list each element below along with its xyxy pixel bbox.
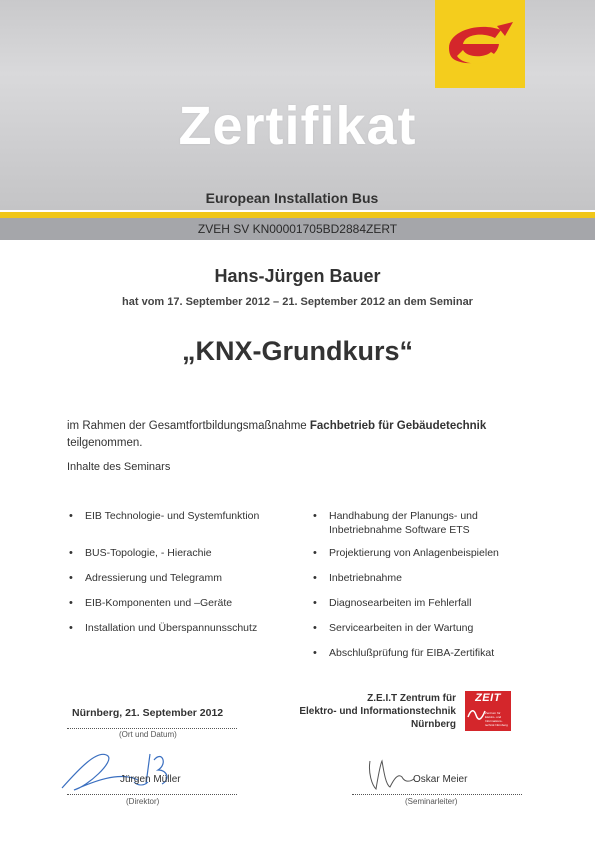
bullet-icon: • <box>69 597 73 609</box>
director-caption: (Direktor) <box>126 797 160 806</box>
framework-prefix: im Rahmen der Gesamtfortbildungsmaßnahme <box>67 420 310 432</box>
certificate-code-text: ZVEH SV KN00001705BD2884ZERT <box>197 222 398 236</box>
bullet-icon: • <box>69 622 73 634</box>
seminar-leader-signature-line <box>352 794 522 795</box>
list-item-label: BUS-Topologie, - Hierachie <box>85 547 212 559</box>
list-item-label: Adressierung und Telegramm <box>85 572 222 584</box>
bullet-icon: • <box>313 572 317 584</box>
institution-line: Z.E.I.T Zentrum für <box>367 693 456 704</box>
list-item-label: Diagnosearbeiten im Fehlerfall <box>329 597 472 609</box>
certificate-code <box>0 222 595 236</box>
participant-name: Hans-Jürgen Bauer <box>214 266 381 286</box>
list-item-label: EIB Technologie- und Systemfunktion <box>85 510 260 522</box>
list-item <box>313 571 402 585</box>
list-item <box>69 621 258 635</box>
list-item <box>313 596 472 610</box>
e-mark-icon <box>441 16 519 74</box>
director-name: Jürgen Müller <box>120 774 181 785</box>
list-item-label: EIB-Komponenten und –Geräte <box>85 597 233 609</box>
place-date: Nürnberg, 21. September 2012 <box>72 707 224 719</box>
certificate-title: Zertifikat <box>178 96 417 156</box>
zeit-logo-small-text: Zentrum für Elektro- und Informations- technik Nürnberg <box>485 711 508 727</box>
e-mark-logo <box>435 0 525 88</box>
list-item <box>313 546 499 560</box>
course-title: „KNX-Grundkurs“ <box>181 336 414 366</box>
list-item-label: Handhabung der Planungs- und Inbetriebnahme Software ETS <box>329 510 478 536</box>
institution-name <box>292 692 456 731</box>
framework-suffix: teilgenommen. <box>67 437 143 449</box>
institution-line: Elektro- und Informationstechnik <box>299 706 456 717</box>
list-item-label: Servicearbeiten in der Wartung <box>329 622 474 634</box>
bullet-icon: • <box>313 622 317 634</box>
list-item <box>69 571 222 585</box>
attendance-line: hat vom 17. September 2012 – 21. September 2012 an dem Seminar <box>122 296 473 308</box>
institution-line: Nürnberg <box>411 719 456 730</box>
list-item <box>69 596 233 610</box>
zeit-wave-icon <box>467 707 487 723</box>
subtitle-text: European Installation Bus <box>205 190 379 206</box>
framework-program: Fachbetrieb für Gebäudetechnik <box>309 420 487 432</box>
director-signature-line <box>67 794 237 795</box>
seminar-leader-name: Oskar Meier <box>413 774 468 785</box>
zeit-logo-text: ZEIT <box>475 692 501 704</box>
framework-text <box>67 418 537 452</box>
place-date-line <box>67 728 237 729</box>
bullet-icon: • <box>313 647 317 659</box>
list-item-label: Projektierung von Anlagenbeispielen <box>329 547 499 559</box>
list-item <box>313 621 474 635</box>
list-item <box>69 509 260 523</box>
certificate-subtitle <box>0 190 582 206</box>
bullet-icon: • <box>69 510 73 522</box>
seminar-leader-caption: (Seminarleiter) <box>405 797 458 806</box>
list-item <box>69 546 212 560</box>
bullet-icon: • <box>313 510 317 522</box>
contents-heading: Inhalte des Seminars <box>67 461 171 473</box>
bullet-icon: • <box>313 547 317 559</box>
list-item-label: Inbetriebnahme <box>329 572 402 584</box>
director-signature <box>58 740 198 796</box>
zeit-logo <box>465 691 511 731</box>
place-date-caption: (Ort und Datum) <box>119 730 177 739</box>
list-item <box>313 646 495 660</box>
list-item <box>313 509 478 537</box>
list-item-label: Installation und Überspannunsschutz <box>85 622 258 634</box>
bullet-icon: • <box>69 547 73 559</box>
bullet-icon: • <box>313 597 317 609</box>
bullet-icon: • <box>69 572 73 584</box>
list-item-label: Abschlußprüfung für EIBA-Zertifikat <box>329 647 495 659</box>
